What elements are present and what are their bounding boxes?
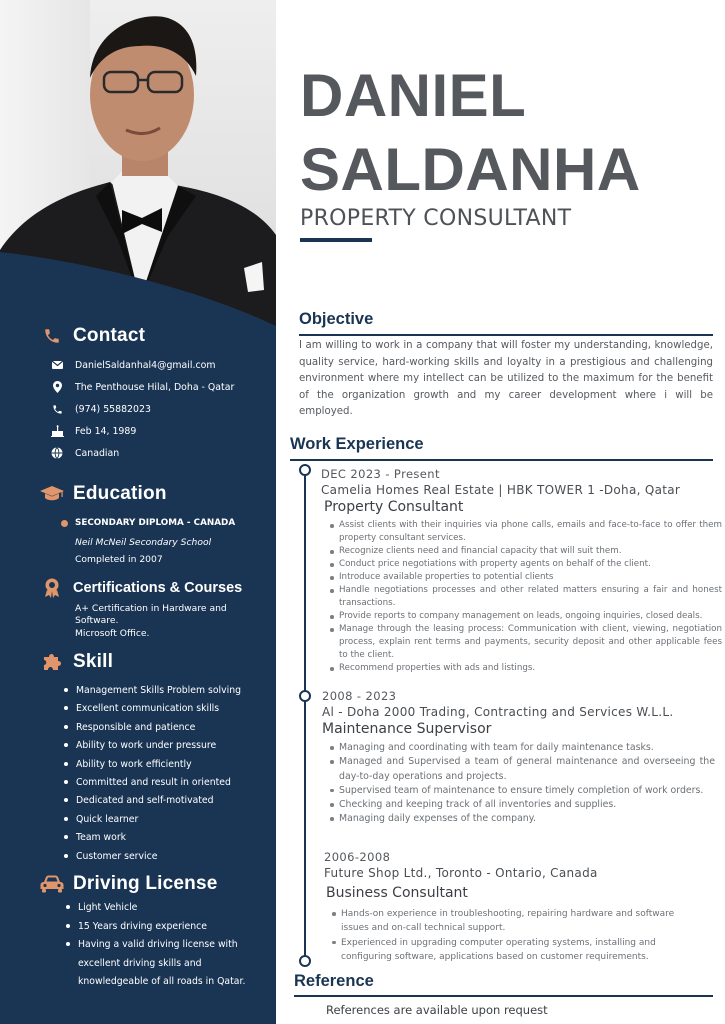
duty-item: Assist clients with their inquiries via phone calls, emails and face-to-face to offer them property consultant services. bbox=[330, 519, 722, 545]
phone-icon bbox=[50, 403, 64, 415]
objective-text: I am willing to work in a company that will foster my understanding, knowledge, quality service, hard-working skills and loyalty in a prestigious and challenging environment where my intellect can be utilized to the maximum for the benefit of the organization growth and my career development where i will be employed. bbox=[299, 340, 713, 418]
skill-item: Quick learner bbox=[64, 811, 269, 829]
job-date: DEC 2023 - Present bbox=[321, 467, 440, 481]
sidebar bbox=[0, 0, 276, 1024]
skill-item: Ability to work efficiently bbox=[64, 756, 269, 774]
objective-heading: Objective bbox=[299, 310, 374, 328]
timeline-dot bbox=[299, 690, 311, 702]
skill-heading: Skill bbox=[40, 651, 113, 673]
graduation-cap-icon bbox=[40, 484, 64, 504]
section-divider bbox=[290, 459, 713, 461]
driving-list bbox=[66, 899, 271, 992]
certification-line: Microsoft Office. bbox=[75, 628, 150, 639]
contact-phone[interactable]: (974) 55882023 bbox=[50, 403, 151, 415]
puzzle-piece-icon bbox=[40, 652, 64, 672]
section-divider bbox=[294, 995, 713, 997]
job-company: Al - Doha 2000 Trading, Contracting and Services W.L.L. bbox=[322, 705, 674, 719]
duty-item: Managed and Supervised a team of general maintenance and overseeing the day-to-day operations and projects. bbox=[330, 755, 715, 784]
job-company: Future Shop Ltd., Toronto - Ontario, Canada bbox=[324, 866, 598, 880]
certification-line: Software. bbox=[75, 615, 119, 626]
duty-item: Checking and keeping track of all inventories and supplies. bbox=[330, 798, 715, 812]
name-last: SALDANHA bbox=[300, 136, 641, 203]
skill-item: Team work bbox=[64, 829, 269, 847]
timeline-line bbox=[304, 472, 306, 962]
certification-line: A+ Certification in Hardware and bbox=[75, 603, 227, 614]
award-ribbon-icon bbox=[40, 578, 64, 598]
job-title: Business Consultant bbox=[326, 885, 468, 901]
driving-item: 15 Years driving experience bbox=[66, 918, 271, 937]
job-role-title: PROPERTY CONSULTANT bbox=[300, 206, 572, 231]
duty-item: Recommend properties with ads and listings. bbox=[330, 662, 722, 675]
job-title: Maintenance Supervisor bbox=[322, 721, 492, 737]
skill-list bbox=[64, 682, 269, 866]
duty-item: Hands-on experience in troubleshooting, repairing hardware and software issues and on-call technical support. bbox=[332, 907, 700, 936]
car-icon bbox=[40, 874, 64, 894]
education-heading: Education bbox=[40, 483, 167, 505]
duty-item: Recognize clients need and financial capacity that will suit them. bbox=[330, 545, 722, 558]
skill-item: Committed and result in oriented bbox=[64, 774, 269, 792]
contact-heading: Contact bbox=[40, 325, 145, 347]
skill-item: Ability to work under pressure bbox=[64, 737, 269, 755]
duty-item: Handle negotiations processes and other related matters ensuring a fair and honest transactions. bbox=[330, 584, 722, 610]
contact-email[interactable]: DanielSaldanhal4@gmail.com bbox=[50, 359, 216, 371]
timeline-dot bbox=[299, 955, 311, 967]
duty-item: Conduct price negotiations with property agents on behalf of the client. bbox=[330, 558, 722, 571]
job-date: 2008 - 2023 bbox=[322, 689, 397, 703]
reference-heading: Reference bbox=[294, 972, 374, 990]
job-duties bbox=[332, 907, 700, 965]
job-duties bbox=[330, 519, 722, 675]
reference-text: References are available upon request bbox=[326, 1003, 548, 1017]
email-icon bbox=[50, 359, 64, 371]
skill-item: Responsible and patience bbox=[64, 719, 269, 737]
phone-icon bbox=[40, 326, 64, 346]
job-title: Property Consultant bbox=[324, 499, 464, 515]
skill-item: Dedicated and self-motivated bbox=[64, 792, 269, 810]
education-school: Neil McNeil Secondary School bbox=[75, 537, 212, 548]
skill-item: Customer service bbox=[64, 848, 269, 866]
location-pin-icon bbox=[50, 381, 64, 393]
section-divider bbox=[299, 334, 713, 336]
job-date: 2006-2008 bbox=[324, 850, 391, 864]
duty-item: Supervised team of maintenance to ensure timely completion of work orders. bbox=[330, 784, 715, 798]
sidebar-panel bbox=[0, 0, 276, 1024]
education-degree: SECONDARY DIPLOMA - CANADA bbox=[75, 518, 236, 528]
timeline-dot bbox=[299, 464, 311, 476]
contact-nationality: Canadian bbox=[50, 447, 119, 459]
duty-item: Introduce available properties to potential clients bbox=[330, 571, 722, 584]
job-duties bbox=[330, 741, 715, 827]
duty-item: Managing and coordinating with team for daily maintenance tasks. bbox=[330, 741, 715, 755]
duty-item: Experienced in upgrading computer operating systems, installing and configuring software, applications based on customer requirements. bbox=[332, 936, 700, 965]
skill-item: Excellent communication skills bbox=[64, 700, 269, 718]
skill-item: Management Skills Problem solving bbox=[64, 682, 269, 700]
education-completed: Completed in 2007 bbox=[75, 554, 163, 565]
duty-item: Manage through the leasing process: Communication with client, viewing, negotiation process, explain rent terms and payments, security deposit and other applicable fees to the client. bbox=[330, 623, 722, 662]
duty-item: Managing daily expenses of the company. bbox=[330, 812, 715, 826]
title-underline bbox=[300, 238, 372, 242]
name-first: DANIEL bbox=[300, 62, 527, 129]
driving-license-heading: Driving License bbox=[40, 873, 218, 895]
job-company: Camelia Homes Real Estate | HBK TOWER 1 -Doha, Qatar bbox=[321, 483, 681, 497]
globe-icon bbox=[50, 447, 64, 459]
duty-item: Provide reports to company management on leads, ongoing inquiries, closed deals. bbox=[330, 610, 722, 623]
contact-birthday: Feb 14, 1989 bbox=[50, 425, 136, 437]
contact-address: The Penthouse Hilal, Doha - Qatar bbox=[50, 381, 234, 393]
work-experience-heading: Work Experience bbox=[290, 435, 424, 453]
certifications-heading: Certifications & Courses bbox=[40, 578, 242, 598]
driving-item: Light Vehicle bbox=[66, 899, 271, 918]
education-bullet bbox=[61, 520, 68, 527]
birthday-cake-icon bbox=[50, 425, 64, 437]
driving-item: Having a valid driving license with excellent driving skills and knowledgeable of all roads in Qatar. bbox=[66, 936, 271, 992]
